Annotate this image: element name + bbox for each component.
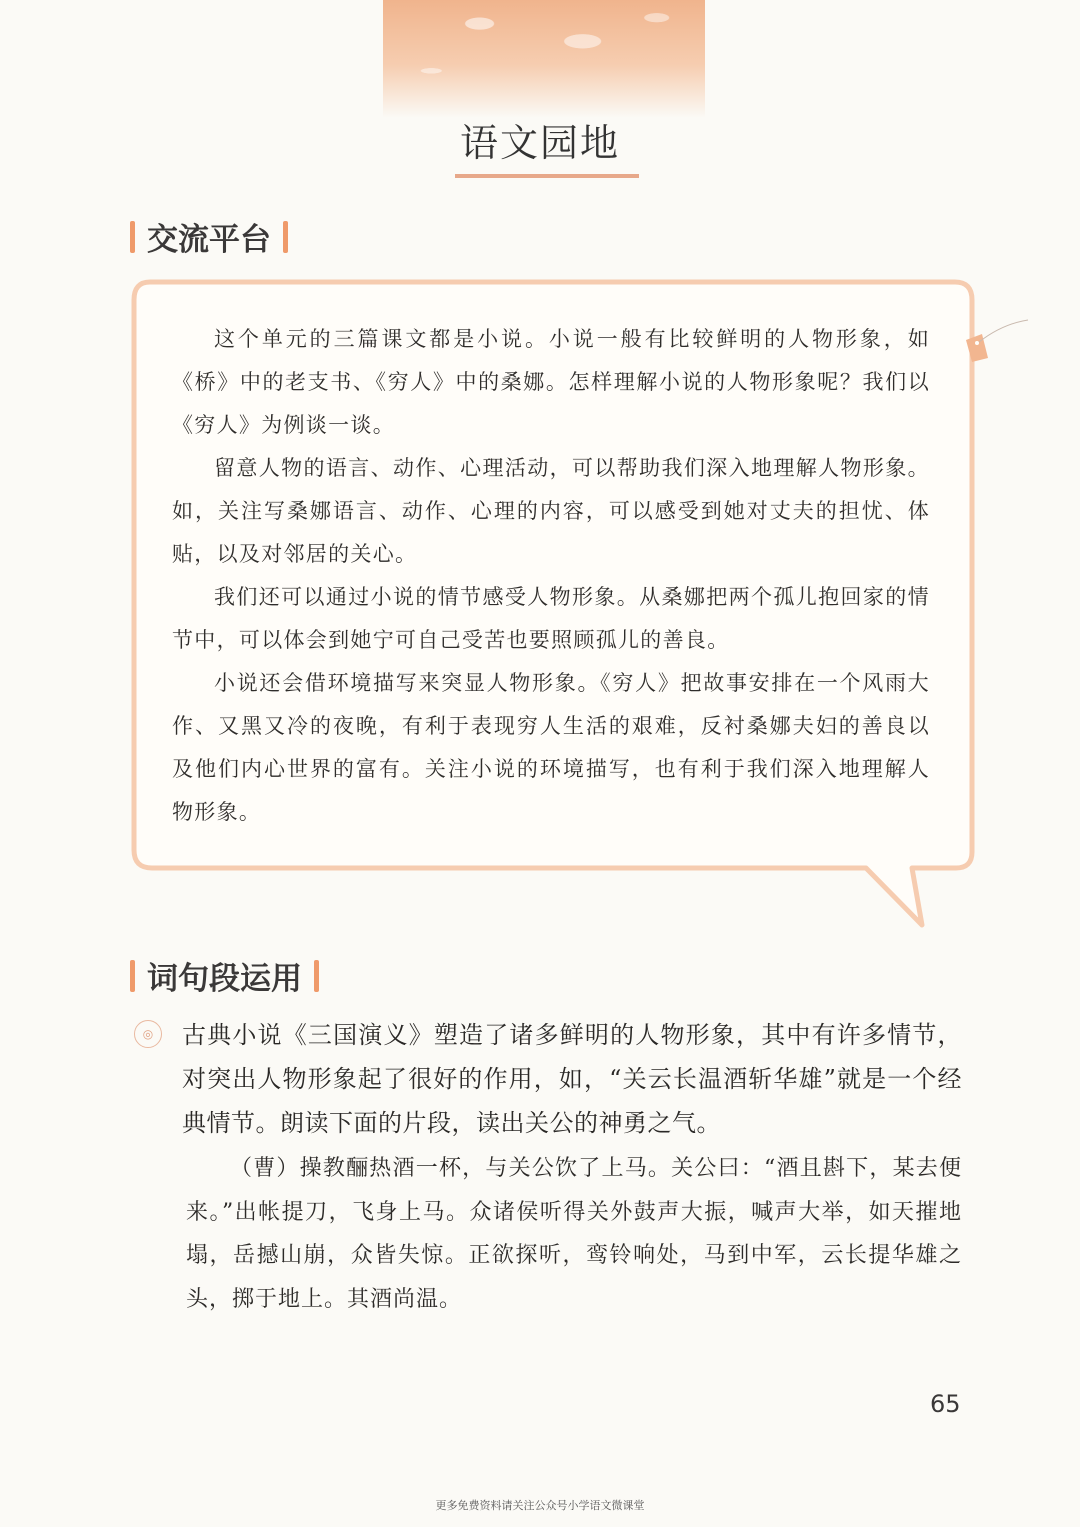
tag-icon [962, 318, 1032, 378]
exchange-paragraph: 留意人物的语言、动作、心理活动，可以帮助我们深入地理解人物形象。如，关注写桑娜语言、动作、心理的内容，可以感受到她对丈夫的担忧、体贴，以及对邻居的关心。 [172, 456, 930, 566]
exercise-marker-icon: ◎ [134, 1020, 162, 1048]
exchange-paragraph: 小说还会借环境描写来突显人物形象。《穷人》把故事安排在一个风雨大作、又黑又冷的夜晚，有利于表现穷人生活的艰难，反衬桑娜夫妇的善良以及他们内心世界的富有。关注小说的环境描写，也有利于我们深入地理解人物形象。 [172, 671, 930, 824]
section1-heading-text: 交流平台 [147, 222, 271, 258]
footer-note: 更多免费资料请关注公众号小学语文微课堂 [435, 1499, 645, 1512]
exercise-instruction: 古典小说《三国演义》塑造了诸多鲜明的人物形象，其中有许多情节，对突出人物形象起了很好的作用，如，“关云长温酒斩华雄”就是一个经典情节。朗读下面的片段，读出关公的神勇之气。 [182, 1021, 962, 1137]
exchange-paragraph: 我们还可以通过小说的情节感受人物形象。从桑娜把两个孤儿抱回家的情节中，可以体会到她宁可自己受苦也要照顾孤儿的善良。 [172, 585, 930, 652]
excerpt-passage: （曹）操教酾热酒一杯，与关公饮了上马。关公曰：“酒且斟下，某去便来。”出帐提刀，飞身上马。众诸侯听得关外鼓声大振，喊声大举，如天摧地塌，岳撼山崩，众皆失惊。正欲探听，鸾铃响处，马到中军，云长提华雄之头，掷于地上。其酒尚温。 [186, 1156, 962, 1312]
page-title: 语文园地 [459, 121, 620, 165]
section2-heading-text: 词句段运用 [147, 961, 302, 997]
heading-bar-left [130, 960, 135, 992]
section-heading-usage [130, 953, 319, 998]
exchange-content [172, 318, 930, 834]
exchange-paragraph: 这个单元的三篇课文都是小说。小说一般有比较鲜明的人物形象，如《桥》中的老支书、《穷人》中的桑娜。怎样理解小说的人物形象呢？我们以《穷人》为例谈一谈。 [172, 327, 930, 437]
heading-bar-right [314, 960, 319, 992]
page-number: 65 [930, 1390, 961, 1418]
